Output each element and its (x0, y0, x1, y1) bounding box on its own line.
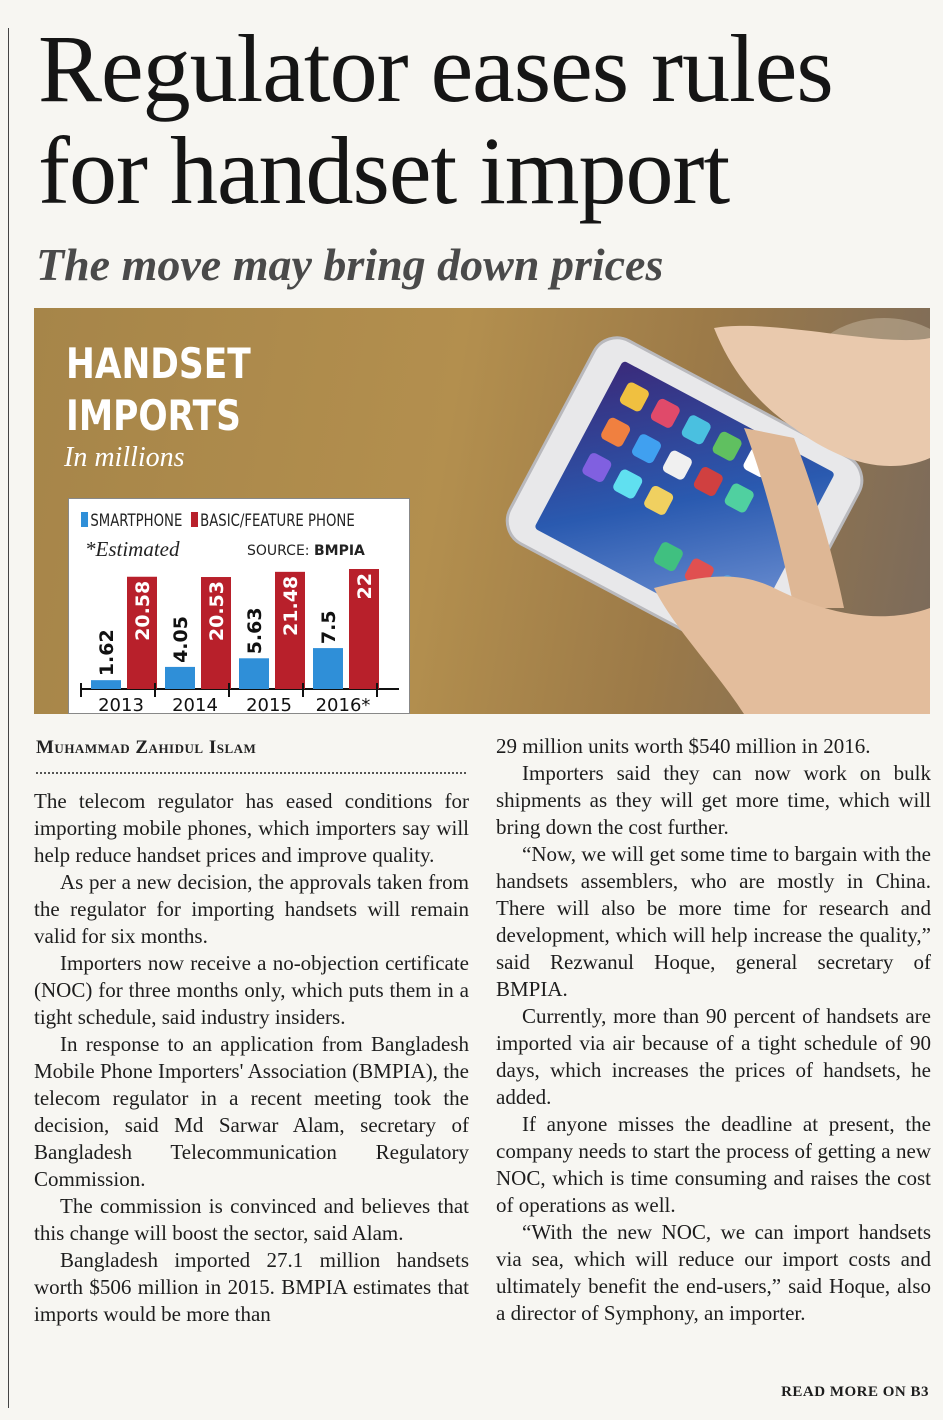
bar-chart (68, 498, 410, 714)
paragraph: “Now, we will get some time to bargain with the handsets assemblers, who are mostly in China. There will also be more time for research and development, which will help increase the quality,” said Rezwanul Hoque, general secretary of BMPIA. (496, 842, 931, 1001)
data-label-basic-phone: 20.53 (206, 581, 228, 642)
source-value: BMPIA (313, 543, 365, 559)
x-tick-label: 2016* (315, 695, 371, 713)
read-more-link[interactable]: READ MORE ON B3 (781, 1384, 929, 1400)
graphic-title-line2: IMPORTS (66, 391, 241, 440)
paragraph: “With the new NOC, we can import handsets via sea, which will reduce our import costs and ultimately benefit the end-users,” said Hoque, also a director of Symphony, an importer. (496, 1220, 931, 1325)
paragraph: Importers said they can now work on bulk shipments as they will get more time, which will bring down the cost further. (496, 761, 931, 839)
x-tick-label: 2015 (246, 695, 292, 713)
data-label-smartphone: 5.63 (244, 607, 266, 655)
bar-smartphone (165, 667, 195, 689)
paragraph: In response to an application from Bangladesh Mobile Phone Importers' Association (BMPIA), the telecom regulator in a recent meeting took the decision, said Md Sarwar Alam, secretary of Bangladesh Telecommunication Regulatory Commission. (34, 1032, 469, 1191)
page-margin-rule (8, 28, 9, 1408)
data-label-basic-phone: 22 (354, 573, 376, 600)
chart-source (247, 543, 365, 559)
bar-smartphone (239, 658, 269, 689)
legend-smartphone: SMARTPHONE (90, 511, 183, 531)
graphic-title-line1: HANDSET (66, 339, 251, 388)
data-label-smartphone: 7.5 (318, 610, 340, 645)
paragraph: The commission is convinced and believes that this change will boost the sector, said Alam. (34, 1194, 469, 1245)
paragraph: If anyone misses the deadline at present, the company needs to start the process of getting a new NOC, which is time consuming and raises the cost of operations as well. (496, 1112, 931, 1217)
estimated-note: *Estimated (85, 537, 180, 561)
paragraph: The telecom regulator has eased conditions for importing mobile phones, which importers say will help reduce handset prices and improve quality. (34, 789, 469, 867)
legend-basic-phone: BASIC/FEATURE PHONE (200, 511, 355, 531)
article-column-right (496, 733, 931, 1327)
data-label-basic-phone: 20.58 (132, 580, 154, 641)
x-tick-label: 2014 (172, 695, 218, 713)
bar-chart-svg (69, 499, 409, 713)
paragraph: Bangladesh imported 27.1 million handsets worth $506 million in 2015. BMPIA estimates that imports would be more than (34, 1248, 469, 1326)
paragraph: 29 million units worth $540 million in 2016. (496, 734, 871, 758)
data-label-basic-phone: 21.48 (280, 575, 302, 636)
graphic-unit: In millions (64, 442, 185, 473)
graphic-title (66, 338, 251, 442)
paragraph: Currently, more than 90 percent of handsets are imported via air because of a tight schedule of 90 days, which increases the prices of handsets, he added. (496, 1004, 931, 1109)
bar-smartphone (91, 680, 121, 689)
bar-smartphone (313, 648, 343, 689)
byline-divider (36, 772, 466, 774)
data-label-smartphone: 4.05 (170, 616, 192, 663)
paragraph: As per a new decision, the approvals taken from the regulator for importing handsets will remain valid for six months. (34, 870, 469, 948)
infographic-panel (34, 308, 930, 714)
smartphone-photo (414, 308, 930, 714)
headline: Regulator eases rules for handset import (38, 15, 833, 224)
source-label: SOURCE: (247, 543, 310, 559)
x-tick-label: 2013 (98, 695, 144, 713)
subheadline: The move may bring down prices (36, 239, 664, 290)
paragraph: Importers now receive a no-objection certificate (NOC) for three months only, which puts them in a tight schedule, said industry insiders. (34, 951, 469, 1029)
article-column-left (34, 788, 469, 1328)
smartphone-swatch (81, 512, 88, 527)
chart-legend (81, 511, 355, 531)
byline: Muhammad Zahidul Islam (36, 737, 257, 758)
data-label-smartphone: 1.62 (96, 629, 118, 677)
basic-phone-swatch (191, 512, 198, 527)
